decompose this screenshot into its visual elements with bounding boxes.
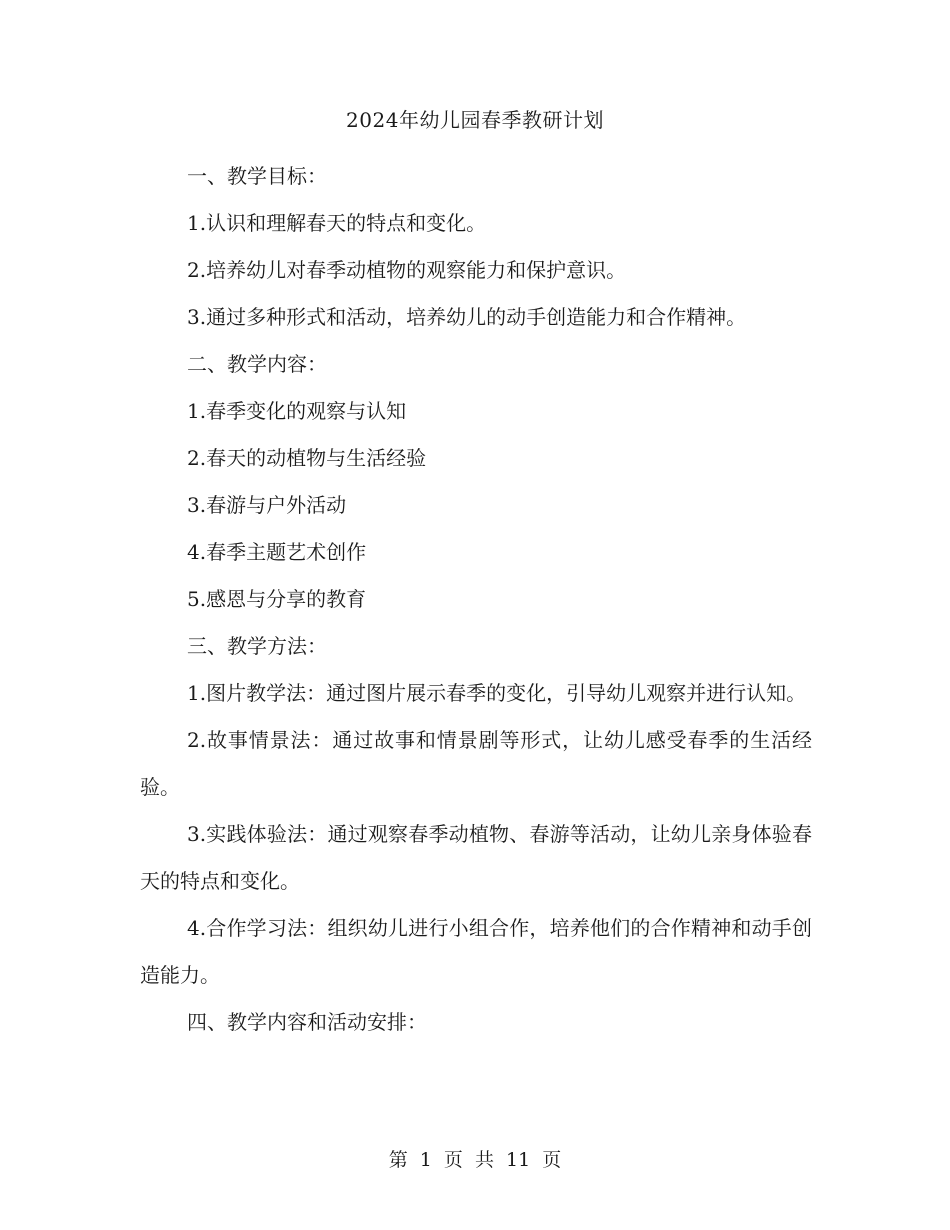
section-heading-methods: 三、教学方法： (187, 634, 327, 658)
content-item-4: 4.春季主题艺术创作 (187, 540, 367, 564)
section-heading-objectives: 一、教学目标： (187, 164, 327, 188)
method-item-1: 1.图片教学法：通过图片展示春季的变化，引导幼儿观察并进行认知。 (187, 681, 807, 705)
content-item-2: 2.春天的动植物与生活经验 (187, 446, 427, 470)
content-item-1: 1.春季变化的观察与认知 (187, 399, 407, 423)
section-heading-content: 二、教学内容： (187, 352, 327, 376)
section-heading-schedule: 四、教学内容和活动安排： (187, 1010, 427, 1034)
objective-item-2: 2.培养幼儿对春季动植物的观察能力和保护意识。 (187, 258, 627, 282)
method-item-3: 3.实践体验法：通过观察春季动植物、春游等活动，让幼儿亲身体验春天的特点和变化。 (140, 822, 812, 893)
objective-item-3: 3.通过多种形式和活动，培养幼儿的动手创造能力和合作精神。 (187, 305, 747, 329)
method-item-2: 2.故事情景法：通过故事和情景剧等形式，让幼儿感受春季的生活经验。 (140, 728, 812, 799)
content-item-5: 5.感恩与分享的教育 (187, 587, 367, 611)
document-body (140, 153, 812, 1046)
method-item-4: 4.合作学习法：组织幼儿进行小组合作，培养他们的合作精神和动手创造能力。 (140, 916, 812, 987)
document-title: 2024年幼儿园春季教研计划 (346, 108, 604, 132)
content-item-3: 3.春游与户外活动 (187, 493, 347, 517)
page-footer: 第 1 页 共 11 页 (388, 1149, 562, 1171)
objective-item-1: 1.认识和理解春天的特点和变化。 (187, 211, 487, 235)
